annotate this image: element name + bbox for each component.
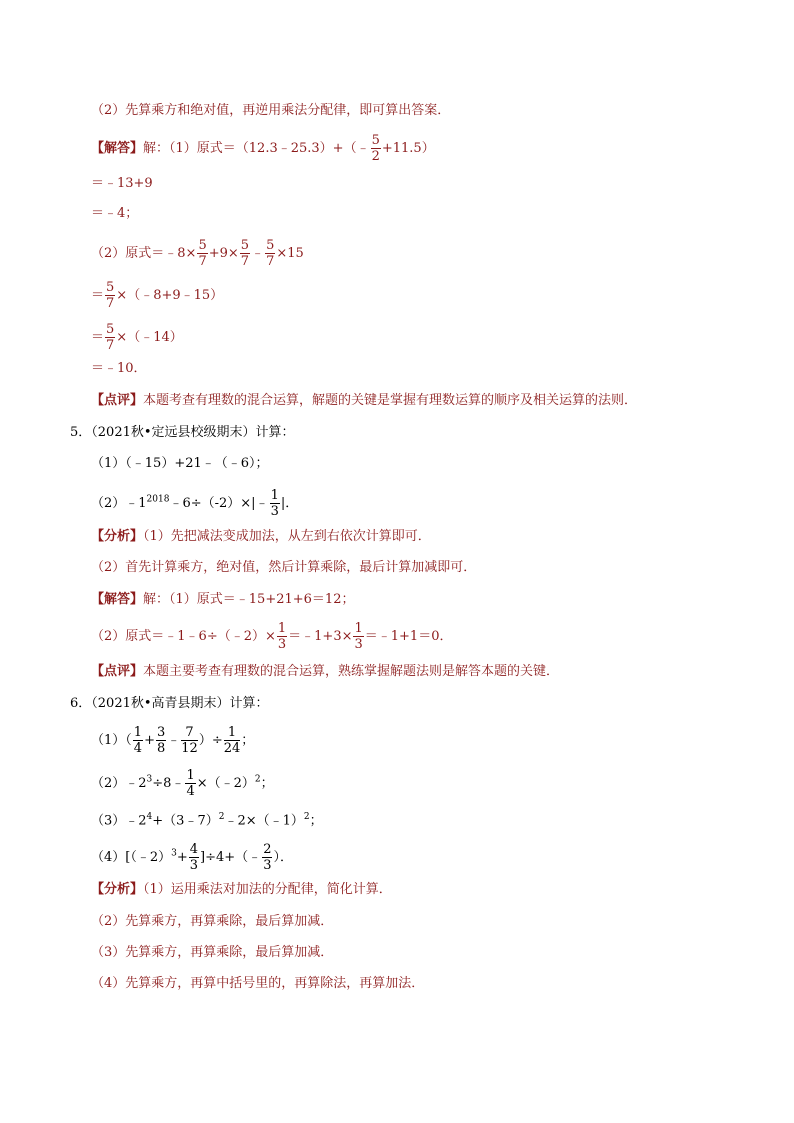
fraction: $\frac{5}{7}$: [198, 238, 207, 269]
fraction: $\frac{5}{7}$: [240, 238, 250, 269]
fraction: $\frac{4}{3}$: [189, 842, 199, 873]
q5-answer-2: （2）原式＝﹣1﹣6÷（﹣2）× $\frac{1}{3}$ ＝﹣1+3× $\frac{1}{3}$ ＝﹣1+1＝0．: [91, 621, 453, 652]
answer-line-1: 【解答】解：（1）原式＝（12.3﹣25.3）+（﹣ $\frac{5}{2}$ +11.5）: [91, 133, 435, 164]
answer-line-2: ＝﹣13+9: [91, 176, 153, 191]
comment-q4: 【点评】本题考查有理数的混合运算，解题的关键是掌握有理数运算的顺序及相关运算的法则．: [91, 393, 638, 408]
fraction: $\frac{3}{8}$: [156, 725, 166, 756]
fraction: $\frac{1}{3}$: [354, 621, 363, 652]
q6-part4: （4）[（﹣2）$^3$+ $\frac{4}{3}$ ]÷4+（﹣ $\frac{2}{3}$ ）．: [91, 842, 293, 873]
q5-comment: 【点评】本题主要考查有理数的混合运算，熟练掌握解题法则是解答本题的关键．: [91, 664, 560, 679]
q6-part3: $(3)﹣2^4+(3﹣7)^2﹣2\times(﹣1)^2$；: [91, 812, 323, 829]
fraction: $\frac{1}{4}$: [186, 768, 195, 799]
q6-part1: （1）（ $\frac{1}{4}$ + $\frac{3}{8}$ ﹣ $\frac{7}{12}$ ）÷ $\frac{1}{24}$ ；: [91, 725, 255, 756]
q5-analysis-2: （2）首先计算乘方，绝对值，然后计算乘除，最后计算加减即可．: [91, 560, 477, 575]
q6-analysis-4: （4）先算乘方，再算中括号里的，再算除法，再算加法．: [91, 976, 425, 991]
fraction: $\frac{5}{7}$: [266, 238, 275, 269]
fraction: $\frac{5}{2}$: [371, 133, 380, 164]
fraction: $\frac{1}{4}$: [133, 725, 143, 756]
answer-part2-line-1: （2）原式＝﹣8× $\frac{5}{7}$ +9× $\frac{5}{7}$ ﹣ $\frac{5}{7}$ ×15: [91, 238, 304, 269]
answer-tag: 【解答】: [91, 141, 144, 156]
answer-line-3: ＝﹣4；: [91, 206, 139, 221]
fraction: $\frac{2}{3}$: [263, 842, 272, 873]
fraction: $\frac{1}{3}$: [277, 621, 287, 652]
answer-text: 解：（1）原式＝（12.3﹣25.3）+（﹣: [143, 141, 370, 156]
q6-analysis-3: （3）先算乘方，再算乘除，最后算加减．: [91, 945, 334, 960]
q5-answer-1: 【解答】解：（1）原式＝﹣15+21+6＝12；: [91, 592, 355, 607]
q6-part2: $(2)﹣2^3\div 8﹣$ $\frac{1}{4}$ ×（﹣2）$^2$；: [91, 768, 274, 799]
fraction: $\frac{7}{12}$: [181, 725, 198, 756]
answer-part2-line-3: ＝ $\frac{5}{7}$ ×（﹣14）: [91, 322, 183, 353]
q5-part1: （1）（﹣15）+21﹣（﹣6）；: [91, 456, 269, 471]
answer-part2-line-2: ＝ $\frac{5}{7}$ ×（﹣8+9﹣15）: [91, 280, 224, 311]
q5-part2: $(2)﹣1^{2018}﹣6\div(-2)\times|﹣$ $\frac{1}{3}$ |．: [91, 488, 299, 519]
fraction: $\frac{1}{3}$: [270, 488, 279, 519]
fraction: $\frac{5}{7}$: [106, 322, 115, 353]
answer-part2-line-4: ＝﹣10．: [91, 361, 147, 376]
analysis-part2: （2）先算乘方和绝对值，再逆用乘法分配律，即可算出答案．: [91, 103, 451, 118]
q5-analysis-1: 【分析】（1）先把减法变成加法，从左到右依次计算即可．: [91, 529, 431, 544]
q6-analysis-1: 【分析】（1）运用乘法对加法的分配律，简化计算．: [91, 882, 392, 897]
fraction: $\frac{1}{24}$: [223, 725, 241, 756]
comment-tag: 【点评】: [91, 393, 144, 408]
q5-title: 5．（2021秋•定远县校级期末）计算：: [70, 425, 295, 440]
q6-analysis-2: （2）先算乘方，再算乘除，最后算加减．: [91, 914, 334, 929]
analysis-tag: 【分析】: [91, 529, 144, 544]
q6-title: 6．（2021秋•高青县期末）计算：: [70, 696, 269, 711]
fraction: $\frac{5}{7}$: [106, 280, 115, 311]
